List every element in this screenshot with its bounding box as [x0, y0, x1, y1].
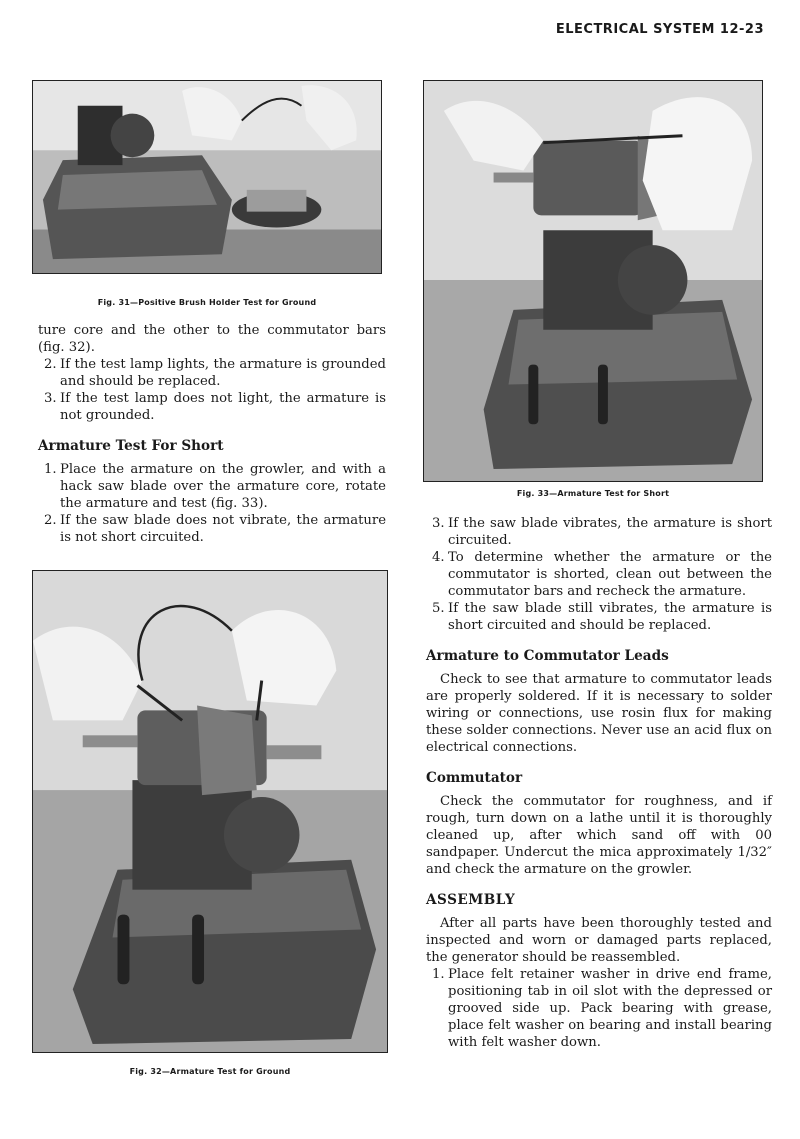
list-item: 2. If the saw blade does not vibrate, the armature is not short circuited.	[44, 513, 386, 545]
section-heading: Armature to Commutator Leads	[426, 648, 669, 664]
left-text-column	[38, 322, 386, 546]
fig32-photo	[32, 570, 388, 1053]
commutator-paragraph: Check the commutator for roughness, and if rough, turn down on a lathe until it is thoroughly cleaned up, after which sand off with 00 sandpaper. Undercut the mica approximately 1/32″ and check the armature on the growler.	[426, 794, 772, 877]
assembly-paragraph: After all parts have been thoroughly tested and inspected and worn or damaged parts replaced, the generator should be reassembled.	[426, 916, 772, 965]
list-item: 3. If the test lamp does not light, the armature is not grounded.	[44, 391, 386, 423]
section-heading: Commutator	[426, 770, 523, 786]
page-header: ELECTRICAL SYSTEM 12-23	[555, 22, 764, 37]
list-item: 1. Place felt retainer washer in drive end frame, positioning tab in oil slot with the depressed or grooved side up. Pack bearing with grease, place felt washer on bearing and install bearing with felt washer down.	[432, 967, 772, 1050]
list-item: 2. If the test lamp lights, the armature is grounded and should be replaced.	[44, 357, 386, 389]
fig31-caption: Fig. 31—Positive Brush Holder Test for Ground	[97, 298, 317, 307]
leads-paragraph: Check to see that armature to commutator leads are properly soldered. If it is necessary to solder wiring or connections, use rosin flux for making these solder connections. Never use an acid flux on electrical connections.	[426, 672, 772, 755]
fig32-illustration	[33, 571, 387, 1052]
right-text-column	[426, 515, 772, 1051]
list-item: 5. If the saw blade still vibrates, the armature is short circuited and should be replaced.	[432, 601, 772, 633]
fig31-illustration	[33, 81, 381, 273]
fig33-caption: Fig. 33—Armature Test for Short	[516, 489, 670, 498]
list-item: 3. If the saw blade vibrates, the armature is short circuited.	[432, 516, 772, 548]
fig33-illustration	[424, 81, 762, 481]
section-heading: Armature Test For Short	[38, 438, 224, 454]
continuation-text: ture core and the other to the commutator bars (fig. 32).	[38, 323, 386, 355]
fig31-photo	[32, 80, 382, 274]
fig32-caption: Fig. 32—Armature Test for Ground	[129, 1067, 291, 1076]
fig33-photo	[423, 80, 763, 482]
section-heading: ASSEMBLY	[426, 892, 516, 908]
list-item: 4. To determine whether the armature or the commutator is shorted, clean out between the commutator bars and recheck the armature.	[432, 550, 772, 599]
list-item: 1. Place the armature on the growler, and with a hack saw blade over the armature core, rotate the armature and test (fig. 33).	[44, 462, 386, 511]
